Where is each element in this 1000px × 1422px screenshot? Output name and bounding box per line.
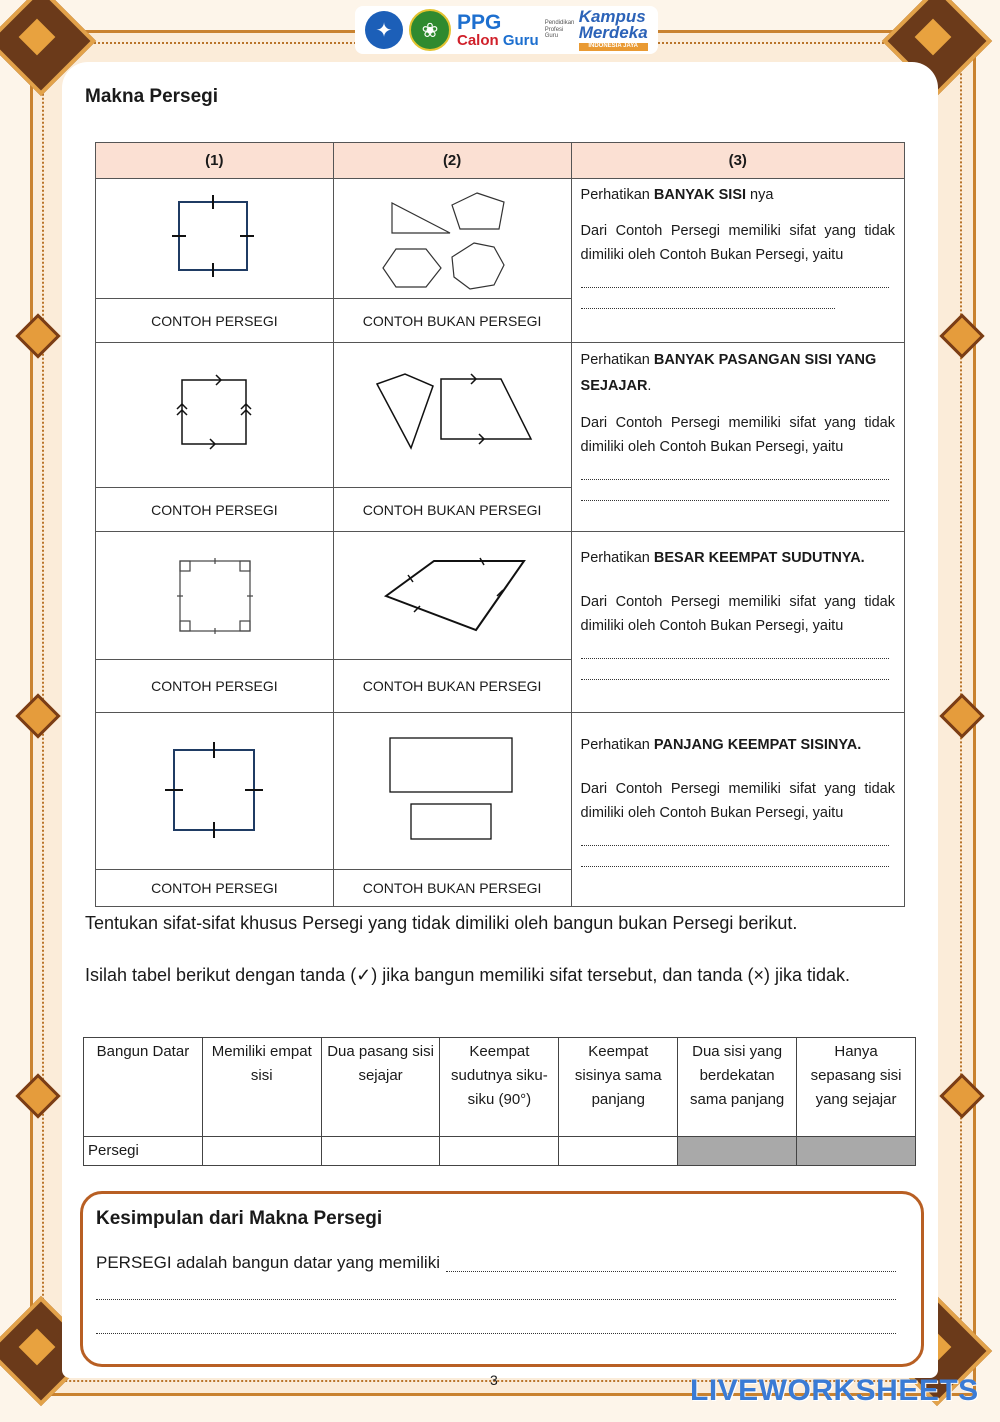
kite-trapezoid-icon xyxy=(367,364,537,464)
property-check-table xyxy=(83,1037,916,1166)
non-square-example-cell xyxy=(333,713,571,870)
column-header: Dua sisi yang berdekatan sama panjang xyxy=(678,1038,797,1137)
example-caption: CONTOH BUKAN PERSEGI xyxy=(333,488,571,532)
property-description: Dari Contoh Persegi memiliki sifat yang tidak dimiliki oleh Contoh Bukan Persegi, yaitu xyxy=(580,594,895,634)
ppg-subtitle: Pendidikan Profesi Guru xyxy=(544,20,575,40)
rhombus-icon xyxy=(372,544,532,644)
square-example-cell xyxy=(96,713,334,870)
answer-line[interactable] xyxy=(96,1298,896,1300)
answer-cell[interactable] xyxy=(202,1137,321,1166)
answer-line[interactable] xyxy=(581,825,889,846)
property-description: Dari Contoh Persegi memiliki sifat yang tidak dimiliki oleh Contoh Bukan Persegi, yaitu xyxy=(580,781,895,821)
table-row xyxy=(96,532,905,660)
liveworksheets-watermark: LIVEWORKSHEETS xyxy=(690,1374,979,1407)
polygons-icon xyxy=(382,185,522,290)
column-header: (3) xyxy=(571,143,904,179)
table-header-row xyxy=(96,143,905,179)
square-example-cell xyxy=(96,179,334,299)
non-square-example-cell xyxy=(333,532,571,660)
property-cell: Perhatikan BESAR KEEMPAT SUDUTNYA. Dari Contoh Persegi memiliki sifat yang tidak dimiliki oleh Contoh Bukan Persegi, yaitu xyxy=(571,532,904,713)
column-header: Bangun Datar xyxy=(84,1038,203,1137)
example-caption: CONTOH PERSEGI xyxy=(96,870,334,907)
comparison-table xyxy=(95,142,905,907)
disabled-cell xyxy=(678,1137,797,1166)
page-number: 3 xyxy=(490,1372,498,1388)
answer-line[interactable] xyxy=(96,1332,896,1334)
answer-cell[interactable] xyxy=(440,1137,559,1166)
instruction-text: Isilah tabel berikut dengan tanda (✓) jika bangun memiliki sifat tersebut, dan tanda (×) jika tidak. xyxy=(85,965,850,985)
answer-line[interactable] xyxy=(581,846,889,867)
non-square-example-cell xyxy=(333,343,571,488)
disabled-cell xyxy=(797,1137,916,1166)
table-row xyxy=(96,343,905,488)
square-right-angles-icon xyxy=(154,544,274,644)
rectangles-icon xyxy=(382,730,522,850)
example-caption: CONTOH PERSEGI xyxy=(96,660,334,713)
example-caption: CONTOH PERSEGI xyxy=(96,488,334,532)
table-header-row xyxy=(84,1038,916,1137)
property-cell: Perhatikan BANYAK SISI nya Dari Contoh Persegi memiliki sifat yang tidak dimiliki oleh Contoh Bukan Persegi, yaitu xyxy=(571,179,904,343)
table-row xyxy=(96,713,905,870)
answer-line[interactable] xyxy=(581,638,889,659)
answer-line[interactable] xyxy=(581,659,889,680)
table-row xyxy=(84,1137,916,1166)
answer-line[interactable] xyxy=(446,1253,896,1272)
example-caption: CONTOH BUKAN PERSEGI xyxy=(333,870,571,907)
example-caption: CONTOH BUKAN PERSEGI xyxy=(333,660,571,713)
column-header: (2) xyxy=(333,143,571,179)
conclusion-line: PERSEGI adalah bangun datar yang memiliki xyxy=(96,1253,896,1273)
answer-line[interactable] xyxy=(581,459,889,480)
square-parallel-sides-icon xyxy=(154,364,274,464)
column-header: Keempat sisinya sama panjang xyxy=(559,1038,678,1137)
conclusion-title: Kesimpulan dari Makna Persegi xyxy=(96,1208,383,1229)
answer-cell[interactable] xyxy=(559,1137,678,1166)
header-logos xyxy=(355,6,658,54)
column-header: Keempat sudutnya siku-siku (90°) xyxy=(440,1038,559,1137)
answer-line[interactable] xyxy=(581,480,889,501)
page-title: Makna Persegi xyxy=(85,86,219,107)
square-equal-sides-icon xyxy=(154,187,274,287)
university-seal-icon: ❀ xyxy=(409,9,451,51)
column-header: Memiliki empat sisi xyxy=(202,1038,321,1137)
answer-cell[interactable] xyxy=(321,1137,440,1166)
non-square-example-cell xyxy=(333,179,571,299)
property-description: Dari Contoh Persegi memiliki sifat yang tidak dimiliki oleh Contoh Bukan Persegi, yaitu xyxy=(580,415,895,455)
column-header: Dua pasang sisi sejajar xyxy=(321,1038,440,1137)
conclusion-box xyxy=(80,1191,924,1367)
instruction-text: Tentukan sifat-sifat khusus Persegi yang tidak dimiliki oleh bangun bukan Persegi berikut. xyxy=(85,913,798,933)
tut-wuri-handayani-logo-icon: ✦ xyxy=(365,11,403,49)
property-cell: Perhatikan BANYAK PASANGAN SISI YANG SEJAJAR. Dari Contoh Persegi memiliki sifat yang tidak dimiliki oleh Contoh Bukan Persegi, yaitu xyxy=(571,343,904,532)
ppg-logo: PPG Calon Guru xyxy=(457,11,539,49)
table-row xyxy=(96,179,905,299)
answer-line[interactable] xyxy=(581,288,835,309)
property-cell: Perhatikan PANJANG KEEMPAT SISINYA. Dari Contoh Persegi memiliki sifat yang tidak dimiliki oleh Contoh Bukan Persegi, yaitu xyxy=(571,713,904,907)
square-example-cell xyxy=(96,343,334,488)
square-example-cell xyxy=(96,532,334,660)
column-header: (1) xyxy=(96,143,334,179)
row-label: Persegi xyxy=(84,1137,203,1166)
column-header: Hanya sepasang sisi yang sejajar xyxy=(797,1038,916,1137)
example-caption: CONTOH BUKAN PERSEGI xyxy=(333,299,571,343)
example-caption: CONTOH PERSEGI xyxy=(96,299,334,343)
answer-line[interactable] xyxy=(581,267,889,288)
square-equal-sides-icon xyxy=(154,735,274,845)
kampus-merdeka-logo: Kampus Merdeka INDONESIA JAYA xyxy=(578,7,648,50)
property-description: Dari Contoh Persegi memiliki sifat yang tidak dimiliki oleh Contoh Bukan Persegi, yaitu xyxy=(580,223,895,263)
